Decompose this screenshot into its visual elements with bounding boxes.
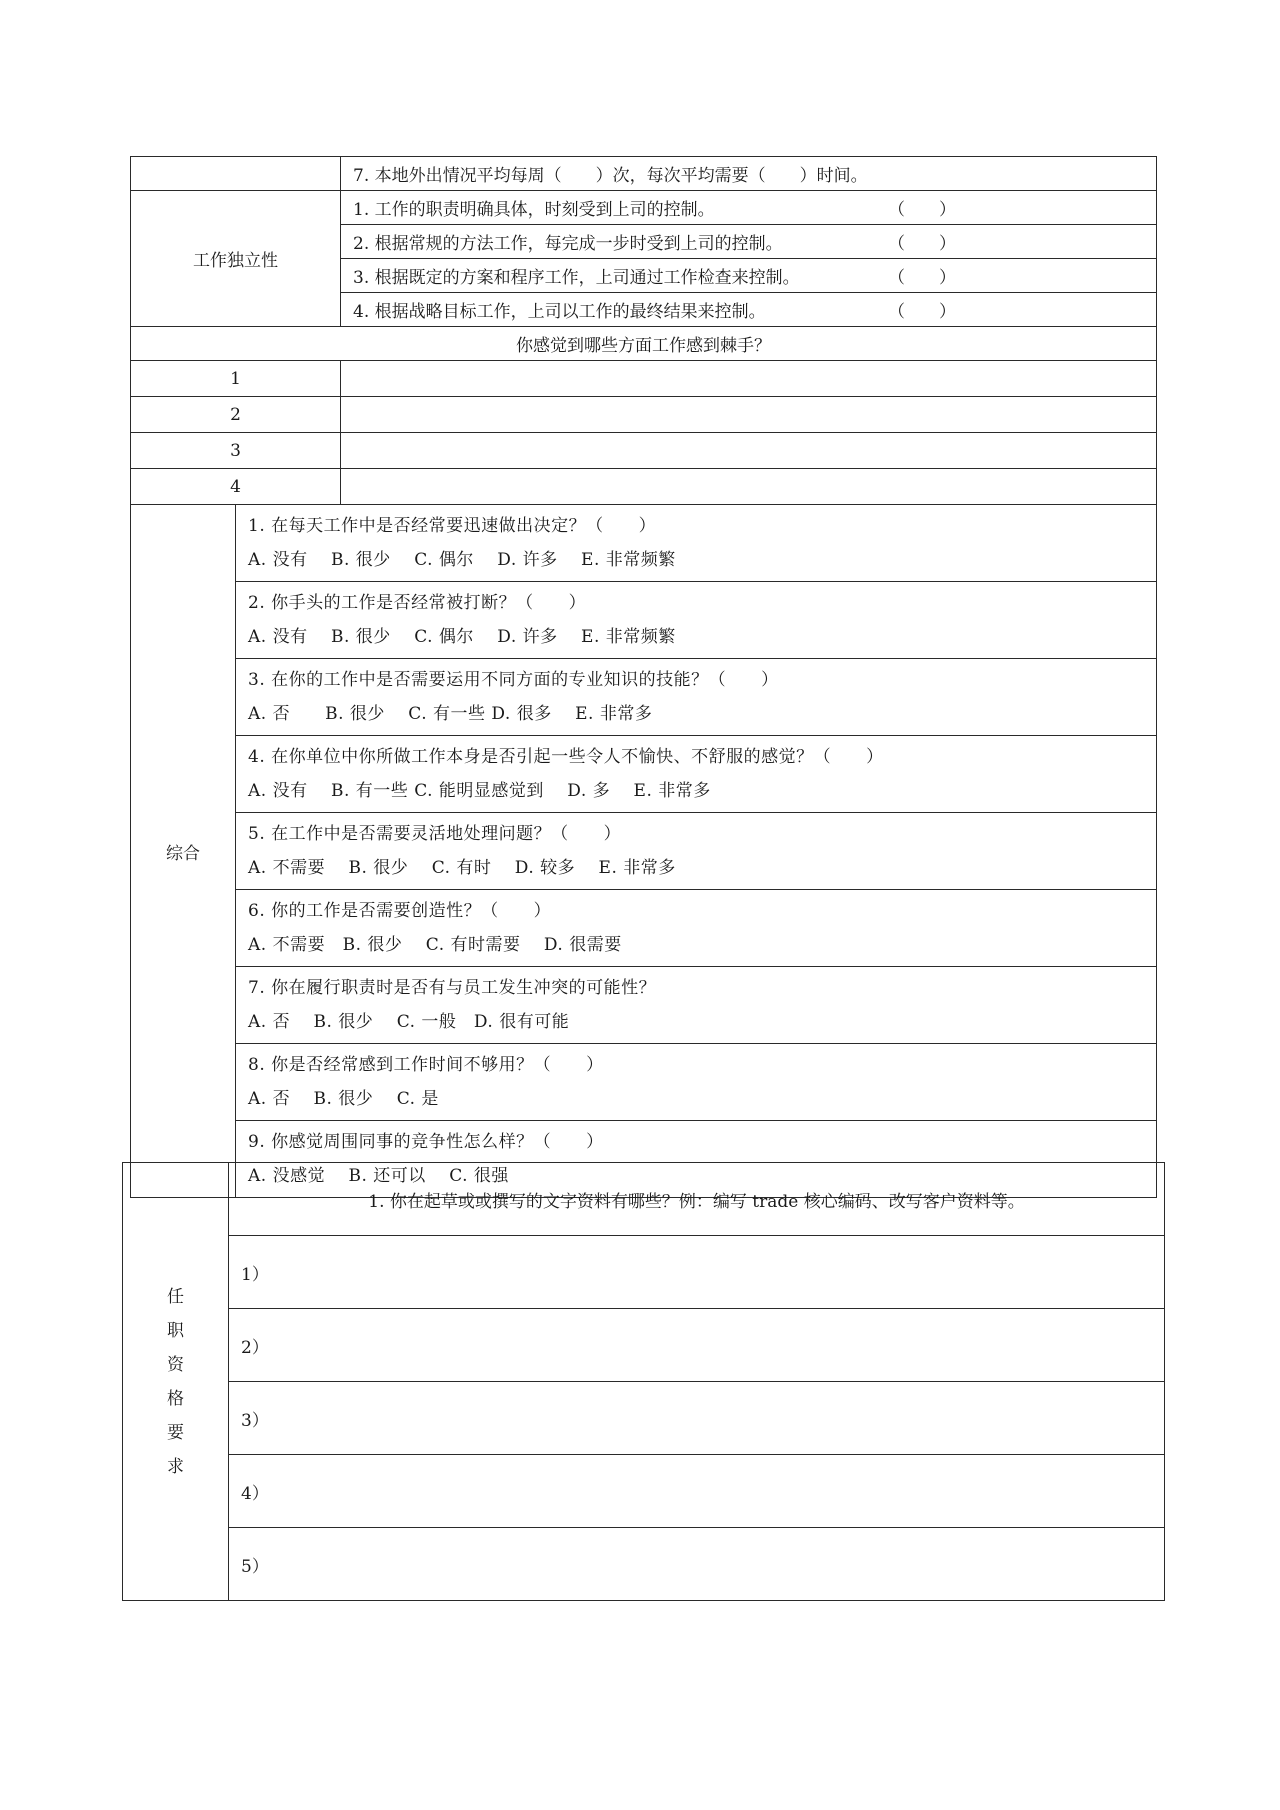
answer-paren[interactable]: （ ）	[888, 268, 956, 288]
question-text: 6. 你的工作是否需要创造性？（ ）	[248, 901, 552, 921]
difficulty-header: 你感觉到哪些方面工作感到棘手？	[131, 327, 1157, 361]
independence-item	[341, 259, 1157, 293]
job-analysis-table	[130, 156, 1157, 1198]
comprehensive-row	[131, 1044, 1157, 1121]
qualification-item[interactable]: 2）	[229, 1309, 1165, 1382]
question-options[interactable]: A. 否 B. 很少 C. 是	[248, 1089, 439, 1109]
question-options[interactable]: A. 没有 B. 很少 C. 偶尔 D. 许多 E. 非常频繁	[248, 627, 676, 647]
question-cell	[236, 659, 1157, 736]
qualification-item[interactable]: 4）	[229, 1455, 1165, 1528]
answer-paren[interactable]: （ ）	[888, 234, 956, 254]
question-options[interactable]: A. 不需要 B. 很少 C. 有时 D. 较多 E. 非常多	[248, 858, 676, 878]
independence-item-text: 3. 根据既定的方案和程序工作，上司通过工作检查来控制。	[353, 268, 800, 288]
comprehensive-row	[131, 505, 1157, 582]
difficulty-number: 4	[131, 469, 341, 505]
question-text: 2. 你手头的工作是否经常被打断？（ ）	[248, 593, 587, 613]
qualification-item-row	[123, 1236, 1165, 1309]
qualification-table	[122, 1162, 1165, 1601]
question-text: 3. 在你的工作中是否需要运用不同方面的专业知识的技能？（ ）	[248, 670, 779, 690]
comprehensive-row	[131, 582, 1157, 659]
difficulty-row	[131, 469, 1157, 505]
question-text: 1. 在每天工作中是否经常要迅速做出决定？（ ）	[248, 516, 657, 536]
independence-row	[131, 191, 1157, 225]
travel-label-cell	[131, 157, 341, 191]
difficulty-answer-cell[interactable]	[341, 469, 1157, 505]
qualification-item[interactable]: 5）	[229, 1528, 1165, 1601]
independence-label: 工作独立性	[131, 191, 341, 327]
qualification-question-row	[123, 1163, 1165, 1236]
difficulty-number: 3	[131, 433, 341, 469]
question-text: 9. 你感觉周围同事的竞争性怎么样？（ ）	[248, 1132, 604, 1152]
difficulty-header-row	[131, 327, 1157, 361]
qualification-question: 1. 你在起草或或撰写的文字资料有哪些？例：编写 trade 核心编码、改写客户资料等。	[229, 1163, 1165, 1236]
question-options[interactable]: A. 没感觉 B. 还可以 C. 很强	[248, 1166, 509, 1186]
independence-item-text: 1. 工作的职责明确具体，时刻受到上司的控制。	[353, 200, 715, 220]
difficulty-number: 1	[131, 361, 341, 397]
comprehensive-row	[131, 813, 1157, 890]
question-cell	[236, 505, 1157, 582]
difficulty-row	[131, 361, 1157, 397]
question-options[interactable]: A. 没有 B. 有一些 C. 能明显感觉到 D. 多 E. 非常多	[248, 781, 711, 801]
independence-item	[341, 293, 1157, 327]
question-cell	[236, 813, 1157, 890]
difficulty-row	[131, 397, 1157, 433]
difficulty-answer-cell[interactable]	[341, 397, 1157, 433]
difficulty-answer-cell[interactable]	[341, 361, 1157, 397]
independence-item	[341, 191, 1157, 225]
qualification-item[interactable]: 1）	[229, 1236, 1165, 1309]
question-cell	[236, 736, 1157, 813]
question-cell	[236, 890, 1157, 967]
comprehensive-label: 综合	[131, 505, 236, 1198]
question-cell	[236, 967, 1157, 1044]
question-options[interactable]: A. 否 B. 很少 C. 有一些 D. 很多 E. 非常多	[248, 704, 653, 724]
difficulty-row	[131, 433, 1157, 469]
difficulty-number: 2	[131, 397, 341, 433]
qualification-item-row	[123, 1309, 1165, 1382]
qualification-item[interactable]: 3）	[229, 1382, 1165, 1455]
independence-item-text: 4. 根据战略目标工作，上司以工作的最终结果来控制。	[353, 302, 766, 322]
answer-paren[interactable]: （ ）	[888, 200, 956, 220]
travel-row	[131, 157, 1157, 191]
question-cell	[236, 1044, 1157, 1121]
qualification-item-row	[123, 1528, 1165, 1601]
travel-item: 7. 本地外出情况平均每周（ ）次，每次平均需要（ ）时间。	[341, 157, 1157, 191]
question-text: 8. 你是否经常感到工作时间不够用？（ ）	[248, 1055, 604, 1075]
independence-item	[341, 225, 1157, 259]
question-text: 5. 在工作中是否需要灵活地处理问题？（ ）	[248, 824, 622, 844]
comprehensive-row	[131, 659, 1157, 736]
comprehensive-row	[131, 890, 1157, 967]
difficulty-answer-cell[interactable]	[341, 433, 1157, 469]
qualification-item-row	[123, 1382, 1165, 1455]
qualification-label	[123, 1163, 229, 1601]
independence-item-text: 2. 根据常规的方法工作，每完成一步时受到上司的控制。	[353, 234, 783, 254]
question-options[interactable]: A. 没有 B. 很少 C. 偶尔 D. 许多 E. 非常频繁	[248, 550, 676, 570]
qualification-item-row	[123, 1455, 1165, 1528]
question-text: 4. 在你单位中你所做工作本身是否引起一些令人不愉快、不舒服的感觉？（ ）	[248, 747, 884, 767]
comprehensive-row	[131, 736, 1157, 813]
question-options[interactable]: A. 不需要 B. 很少 C. 有时需要 D. 很需要	[248, 935, 622, 955]
comprehensive-row	[131, 967, 1157, 1044]
question-cell	[236, 582, 1157, 659]
question-text: 7. 你在履行职责时是否有与员工发生冲突的可能性？	[248, 978, 657, 998]
question-options[interactable]: A. 否 B. 很少 C. 一般 D. 很有可能	[248, 1012, 570, 1032]
qualification-label-text: 任 职 资 格 要 求	[167, 1286, 184, 1477]
answer-paren[interactable]: （ ）	[888, 302, 956, 322]
